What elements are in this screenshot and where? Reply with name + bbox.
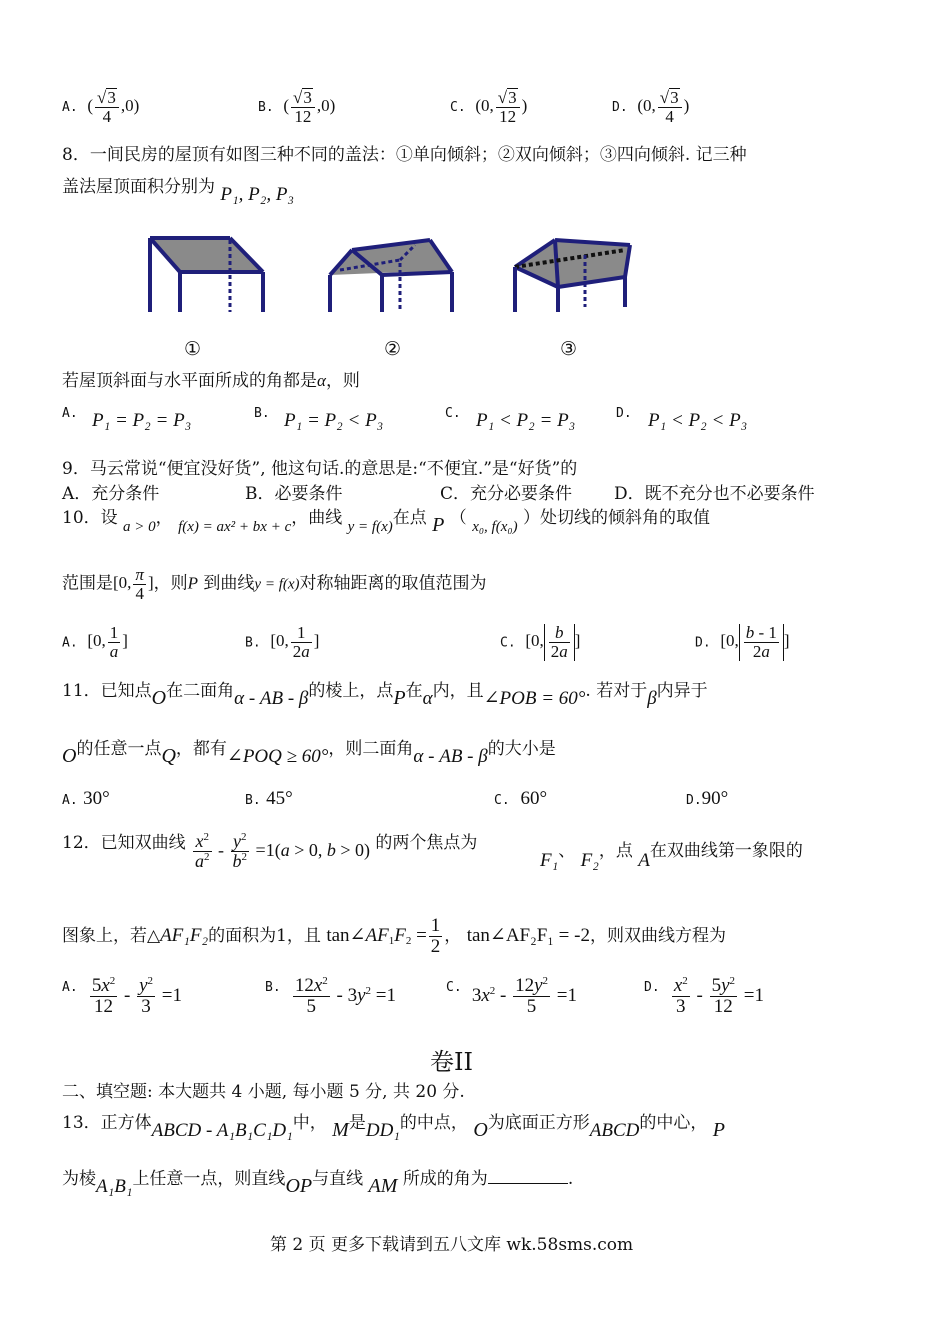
- roof-figure-3: [515, 240, 630, 312]
- q12-foci: F₁、 F₂，点 A在双曲线第一象限的: [540, 841, 803, 871]
- q11-option-c: C. 60°: [494, 788, 548, 809]
- q10-option-d: D. [0, $\frac{b - 1}{2a}$ ]: [695, 623, 790, 661]
- q11-option-b: B. 45°: [245, 788, 293, 809]
- q9-stem: 9．马云常说“便宜没好货”, 他这句话.的意思是:“不便宜.”是“好货”的: [62, 459, 578, 479]
- q13-stem-line1: 13．正方体ABCD - A₁B₁C₁D₁中， M是DD₁的中点， O为底面正方形ABCD的中心， P: [62, 1113, 725, 1141]
- page-footer: 第 2 页 更多下载请到五八文库 wk.58sms.com: [270, 1235, 634, 1255]
- section-title: 卷II: [430, 1048, 473, 1076]
- q8-a-math: P₁ = P₂ = P₃: [92, 410, 192, 431]
- fill-in-header: 二、填空题: 本大题共 4 小题, 每小题 5 分, 共 20 分.: [62, 1082, 465, 1102]
- q9-option-a: A．充分条件: [62, 484, 160, 504]
- fig-label-2: ②: [384, 338, 402, 360]
- q8-stem-line3: 若屋顶斜面与水平面所成的角都是α，则: [62, 371, 360, 391]
- q8-d-math: P₁ < P₂ < P₃: [648, 410, 748, 431]
- q8-option-d: D.: [616, 406, 632, 421]
- roof-figure-1: [150, 238, 263, 312]
- q10-option-b: B. [0, $\frac{1}{2a}$ ]: [245, 623, 320, 661]
- q7-option-d: D. (0, $\frac{√3}{4}$ ): [612, 88, 690, 126]
- q7-option-b: B. ( $\frac{√3}{12}$ ,0): [258, 88, 336, 126]
- fig-label-1: ①: [184, 338, 202, 360]
- q8-stem-line2: 盖法屋顶面积分别为 P₁, P₂, P₃: [62, 177, 295, 205]
- q8-stem-line1: 8．一间民房的屋顶有如图三种不同的盖法：①单向倾斜；②双向倾斜；③四向倾斜. 记三种: [62, 145, 747, 165]
- q8-c-math: P₁ < P₂ = P₃: [476, 410, 576, 431]
- q9-option-c: C．充分必要条件: [440, 484, 573, 504]
- q12-stem-line2: 图象上，若△AF₁F₂的面积为1，且 $\tan\angle AF_1F_2$ = $\frac{1}{2}$ ， tan∠AF₂F₁ = -2，则双曲线方程为: [62, 915, 726, 957]
- q11-stem-line1: 11．已知点O在二面角α - AB - β的棱上，点P在α内，且∠POB = 60°. 若对于β内异于: [62, 681, 708, 709]
- q12-tan1-math: $\tan\angle AF_1F_2$ = $\frac{1}{2}$: [326, 915, 441, 957]
- q9-option-d: D．既不充分也不必要条件: [614, 484, 815, 504]
- q12-hyperbola-math: $\frac{x^2}{a^2}$ - $\frac{y^2}{b^2}$ =1(a > 0, b > 0): [195, 831, 371, 871]
- q13-stem-line2: 为棱A₁B₁上任意一点，则直线OP与直线 AM 所成的角为 .: [62, 1169, 574, 1197]
- q10-option-c: C. [0, $\frac{b}{2a}$ ]: [500, 623, 581, 661]
- q10-range-math: [0, $\frac{\pi}{4}$ ]: [113, 565, 154, 603]
- q8-b-math: P₁ = P₂ < P₃: [284, 410, 384, 431]
- q10-stem-line1: 10．设 a > 0， f(x) = ax² + bx + c，曲线 y = f(x)在点 P （ x₀, f(x₀) ）处切线的倾斜角的取值: [62, 508, 710, 536]
- roof-figures: [130, 225, 650, 320]
- q12-stem-line1: 12．已知双曲线 $\frac{x^2}{a^2}$ - $\frac{y^2}{b^2}$ =1(a > 0, b > 0) 的两个焦点为: [62, 831, 478, 871]
- q11-option-a: A. 30°: [62, 788, 110, 809]
- roof-figure-2: [330, 240, 452, 312]
- q11-stem-line2: O的任意一点Q，都有∠POQ ≥ 60°，则二面角α - AB - β的大小是: [62, 739, 556, 767]
- q7-a-math: ( $\frac{√3}{4}$ ,0): [83, 88, 140, 126]
- q7-option-a: A. ( $\frac{√3}{4}$ ,0): [62, 88, 140, 126]
- q10-option-a: A. [0, $\frac{1}{a}$ ]: [62, 623, 128, 661]
- q9-option-b: B．必要条件: [245, 484, 343, 504]
- q8-option-b: B.: [254, 406, 270, 421]
- q13-answer-blank[interactable]: [488, 1183, 568, 1184]
- q12-option-c: $^{C.}$ $3x^2$ - $\frac{12y^2}{5}$ =1: [446, 975, 577, 1017]
- q7-option-c: C. (0, $\frac{√3}{12}$ ): [450, 88, 528, 126]
- fig-label-3: ③: [560, 338, 578, 360]
- q8-option-a: A.: [62, 406, 78, 421]
- q8-option-c: C.: [445, 406, 461, 421]
- q12-option-d: $^{D.}$ $\frac{x^2}{3}$ - $\frac{5y^2}{12}$ =1: [644, 975, 764, 1017]
- q12-option-b: $^{B.}$ $\frac{12x^2}{5}$ - $3y^2 =1$: [265, 975, 396, 1017]
- q12-option-a: $^{A.}$ $\frac{5x^2}{12}$ - $\frac{y^2}{3}$ =1: [62, 975, 182, 1017]
- q11-option-d: D.90°: [686, 788, 729, 809]
- q10-stem-line2: 范围是[0, $\frac{\pi}{4}$ ]，则P 到曲线y = f(x)对称轴距离的取值范围为: [62, 565, 487, 603]
